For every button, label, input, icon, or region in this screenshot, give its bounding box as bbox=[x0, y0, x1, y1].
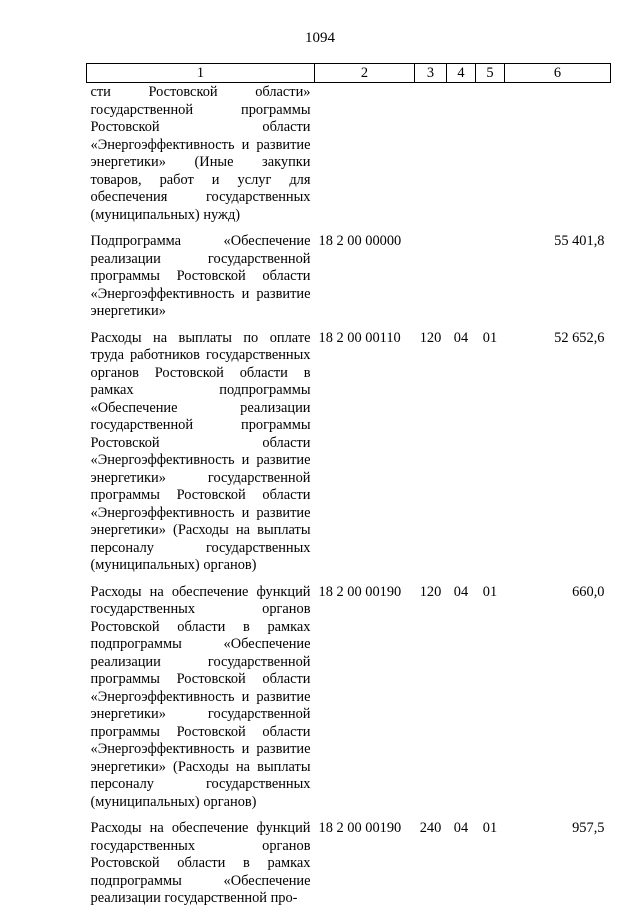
row-vr: 120 bbox=[419, 583, 442, 600]
row-pr bbox=[476, 83, 505, 234]
row-code: 18 2 00 00190 bbox=[318, 583, 402, 600]
header-col-6: 6 bbox=[505, 64, 611, 83]
header-col-2: 2 bbox=[315, 64, 415, 83]
header-col-5: 5 bbox=[476, 64, 505, 83]
row-pr: 01 bbox=[482, 820, 498, 836]
row-sum: 55 401,8 bbox=[554, 233, 605, 249]
table-row bbox=[87, 820, 611, 917]
row-name: сти Ростовской области» государственной программы Ростовской области «Энергоэффективность и развитие энергетики» (Иные закупки товаров, работ и услуг для обеспечения государственных (муниципальных) нужд) bbox=[90, 84, 311, 223]
row-sum: 52 652,6 bbox=[554, 329, 605, 346]
table-row bbox=[87, 83, 611, 234]
row-code: 18 2 00 00110 bbox=[318, 329, 401, 346]
budget-table bbox=[86, 63, 611, 917]
header-col-3: 3 bbox=[415, 64, 447, 83]
row-code bbox=[315, 83, 415, 234]
table-row bbox=[87, 233, 611, 330]
row-vr: 240 bbox=[419, 820, 442, 836]
table-row bbox=[87, 584, 611, 821]
header-col-4: 4 bbox=[447, 64, 476, 83]
row-pr: 01 bbox=[482, 583, 498, 600]
row-rz: 04 bbox=[453, 329, 469, 346]
row-name: Расходы на выплаты по оплате труда работников государственных органов Ростовской области в рамках подпрограммы «Обеспечение реализации государственной программы Ростовской области «Энергоэффективность и развитие энергетики» государственной программы Ростовской области «Энергоэффективность и развитие энергетики» (Расходы на выплаты персоналу государственных (муниципальных) органов) bbox=[90, 329, 311, 573]
row-name: Расходы на обеспечение функций государственных органов Ростовской области в рамках подпрограммы «Обеспечение реализации государственной программы Ростовской области «Энергоэффективность и развитие энергетики» государственной программы Ростовской области «Энергоэффективность и развитие энергетики» (Расходы на выплаты персоналу государственных (муниципальных) органов) bbox=[90, 583, 311, 810]
table-header bbox=[87, 64, 611, 83]
row-code: 18 2 00 00000 bbox=[318, 233, 402, 249]
row-vr: 120 bbox=[419, 329, 442, 346]
row-pr bbox=[476, 233, 505, 330]
row-name: Подпрограмма «Обеспечение реализации государственной программы Ростовской области «Энергоэффективность и развитие энергетики» bbox=[90, 233, 311, 319]
row-rz bbox=[447, 233, 476, 330]
page-number: 1094 bbox=[305, 30, 335, 46]
row-pr: 01 bbox=[482, 329, 498, 346]
row-rz bbox=[447, 83, 476, 234]
table-row bbox=[87, 330, 611, 584]
row-rz: 04 bbox=[453, 583, 469, 600]
row-vr bbox=[415, 233, 447, 330]
row-sum: 660,0 bbox=[572, 583, 605, 600]
row-vr bbox=[415, 83, 447, 234]
header-col-1: 1 bbox=[87, 64, 315, 83]
row-name: Расходы на обеспечение функций государственных органов Ростовской области в рамках подпрограммы «Обеспечение реализации государственной про- bbox=[90, 820, 311, 906]
row-code: 18 2 00 00190 bbox=[318, 820, 402, 836]
row-sum: 957,5 bbox=[572, 820, 605, 836]
row-rz: 04 bbox=[453, 820, 469, 836]
row-sum bbox=[505, 83, 611, 234]
